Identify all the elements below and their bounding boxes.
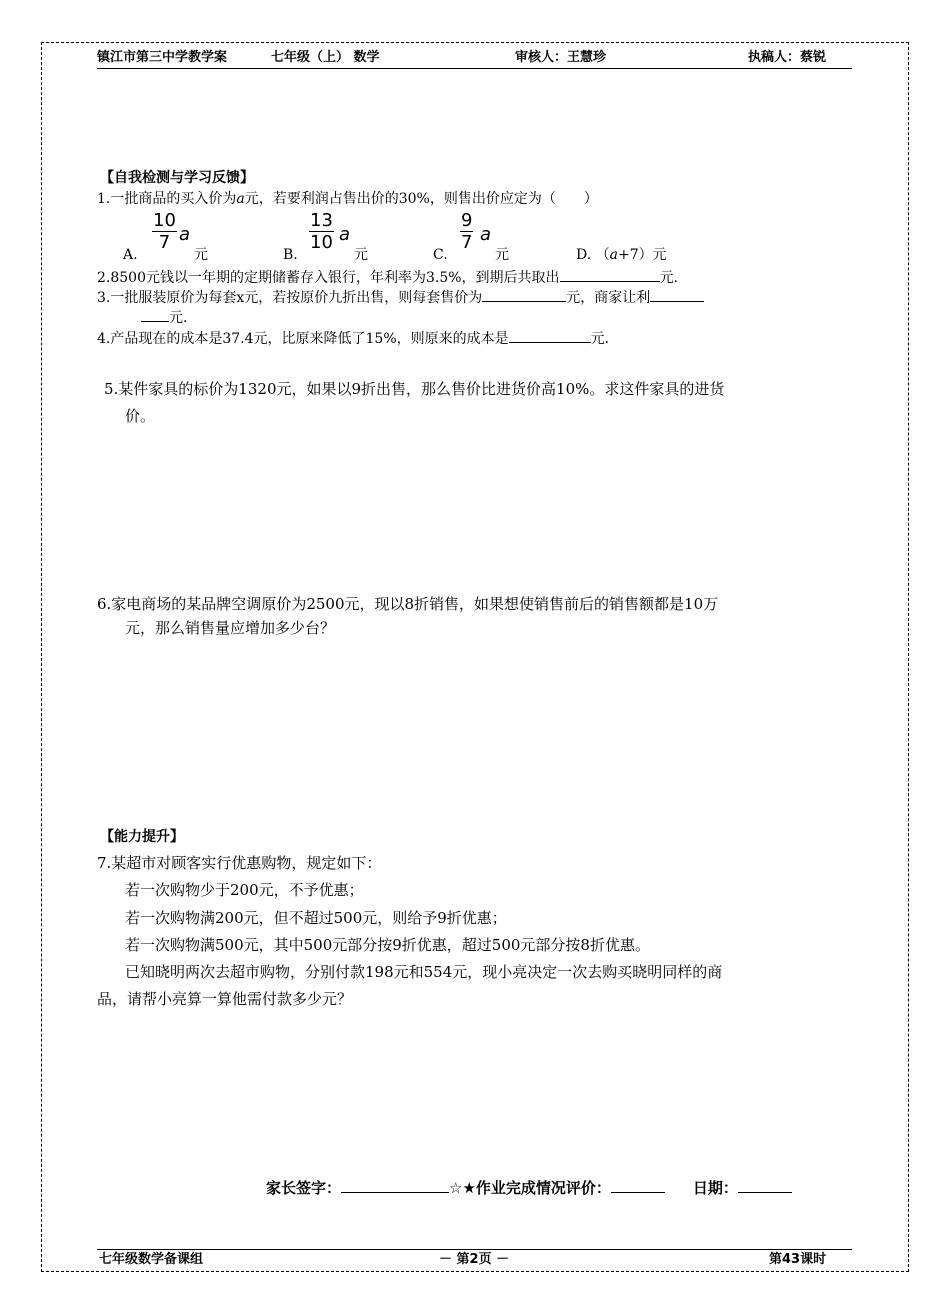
q6-line2: 元，那么销售量应增加多少台？ [125,619,336,637]
q1-stem: 1.一批商品的买入价为a元，若要利润占售出价的30%，则售出价应定为（ ） [97,191,598,207]
header-author: 执稿人：蔡锐 [748,50,827,65]
section-ability-title: 【能力提升】 [100,829,184,845]
q6-line1: 6.家电商场的某品牌空调原价为2500元，现以8折销售，如果想使销售前后的销售额都是10万 [97,595,719,613]
parent-signature-field[interactable] [341,1178,449,1193]
footer-lesson: 第43课时 [769,1252,827,1267]
q3-line1: 3.一批服装原价为每套x元，若按原价九折出售，则每套售价为 元，商家让利 [97,287,704,308]
footer-group: 七年级数学备课组 [99,1252,204,1267]
section-self-check-title: 【自我检测与学习反馈】 [100,170,254,186]
q3-price-blank[interactable] [482,287,566,302]
parent-signature-label: 家长签字： [266,1179,342,1197]
homework-evaluation-label: ☆★作业完成情况评价： [449,1179,611,1197]
q4: 4.产品现在的成本是37.4元，比原来降低了15%，则原来的成本是 元. [97,328,609,349]
q3-discount-blank-cont [141,307,169,322]
q5-line1: 5.某件家具的标价为1320元，如果以9折出售，那么售价比进货价高10%。求这件家具的进货 [104,380,725,398]
footer-page-number: － 第2页 － [439,1252,510,1267]
q3-discount-blank[interactable] [650,287,704,302]
header-reviewer: 审核人：王慧珍 [515,50,607,65]
q7-intro: 7.某超市对顾客实行优惠购物，规定如下： [97,854,382,872]
header-course: 七年级（上） 数学 [271,50,380,65]
q7-rule-3: 若一次购物满500元，其中500元部分按9折优惠，超过500元部分按8折优惠。 [125,936,650,954]
date-field[interactable] [738,1178,792,1193]
q7-rule-2: 若一次购物满200元，但不超过500元，则给予9折优惠； [125,909,507,927]
q2: 2.8500元钱以一年期的定期储蓄存入银行，年利率为3.5%，到期后共取出 元. [97,267,678,288]
q7-question-line1: 已知晓明两次去超市购物，分别付款198元和554元，现小亮决定一次去购买晓明同样的商 [125,963,723,981]
q7-question-line2: 品，请帮小亮算一算他需付款多少元？ [97,990,353,1008]
page-footer [97,1249,852,1270]
q2-answer-blank[interactable] [560,267,660,282]
homework-evaluation-field[interactable] [611,1178,665,1193]
q5-line2: 价。 [125,407,156,425]
page-header [97,48,852,69]
signature-row [266,1177,792,1198]
date-label: 日期： [692,1179,738,1197]
q7-rule-1: 若一次购物少于200元，不予优惠； [125,881,364,899]
header-school: 镇江市第三中学教学案 [97,50,228,65]
q1-option-d: D. （a+7）元 [576,247,667,263]
q3-line2: 元. [141,307,187,328]
q4-answer-blank[interactable] [509,328,591,343]
